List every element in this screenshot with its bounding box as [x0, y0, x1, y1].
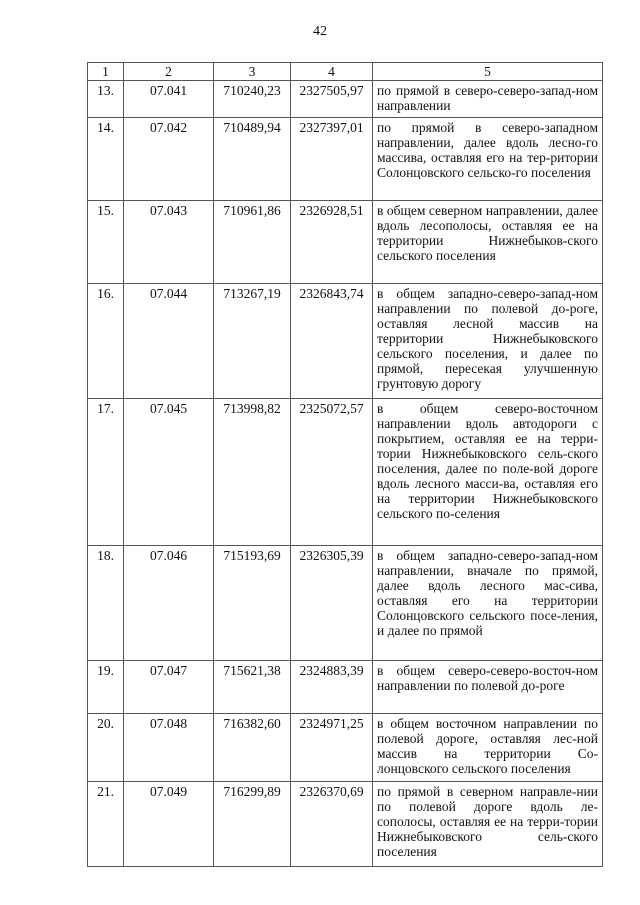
boundary-description: в общем западно-северо-запад-ном направлении, вначале по прямой, далее вдоль лесного мас-сива, оставляя его на территории Солонцовского сельского посе-ления, и далее по прямой: [373, 546, 603, 661]
coordinate-y: 2326928,51: [291, 201, 373, 284]
coordinate-x: 715193,69: [214, 546, 291, 661]
row-number: 17.: [88, 399, 124, 546]
point-code: 07.047: [124, 661, 214, 714]
coordinate-y: 2327397,01: [291, 118, 373, 201]
row-number: 21.: [88, 782, 124, 867]
table-row: [88, 399, 603, 546]
row-number: 19.: [88, 661, 124, 714]
coordinate-y: 2325072,57: [291, 399, 373, 546]
table-row: [88, 118, 603, 201]
boundary-description: в общем северо-восточном направлении вдоль автодороги с покрытием, оставляя ее на терри-тории Нижнебыковского сель-ского поселения, далее по поле-вой дороге вдоль лесного масси-ва, оставляя его на территории Нижнебыковского сельского по-селения: [373, 399, 603, 546]
boundary-table: [87, 62, 603, 867]
table-row: [88, 714, 603, 782]
table-row: [88, 661, 603, 714]
row-number: 14.: [88, 118, 124, 201]
row-number: 15.: [88, 201, 124, 284]
table-row: [88, 284, 603, 399]
row-number: 20.: [88, 714, 124, 782]
boundary-description: по прямой в северо-северо-запад-ном направлении: [373, 81, 603, 118]
column-header: 2: [124, 63, 214, 81]
column-header: 3: [214, 63, 291, 81]
coordinate-x: 716299,89: [214, 782, 291, 867]
coordinate-y: 2326370,69: [291, 782, 373, 867]
page-number: 42: [313, 24, 327, 39]
point-code: 07.043: [124, 201, 214, 284]
boundary-description: в общем северо-северо-восточ-ном направлении по полевой до-роге: [373, 661, 603, 714]
table-row: [88, 81, 603, 118]
coordinate-y: 2324971,25: [291, 714, 373, 782]
column-header: 1: [88, 63, 124, 81]
boundary-description: в общем северном направлении, далее вдоль лесополосы, оставляя ее на территории Нижнебыков-ского сельского поселения: [373, 201, 603, 284]
point-code: 07.049: [124, 782, 214, 867]
coordinate-y: 2326843,74: [291, 284, 373, 399]
point-code: 07.042: [124, 118, 214, 201]
coordinate-y: 2327505,97: [291, 81, 373, 118]
boundary-description: в общем восточном направлении по полевой дороге, оставляя лес-ной массив на территории Со-лонцовского сельского поселения: [373, 714, 603, 782]
row-number: 18.: [88, 546, 124, 661]
coordinate-x: 710961,86: [214, 201, 291, 284]
coordinate-x: 710240,23: [214, 81, 291, 118]
coordinate-y: 2326305,39: [291, 546, 373, 661]
point-code: 07.048: [124, 714, 214, 782]
column-header: 5: [373, 63, 603, 81]
table-row: [88, 546, 603, 661]
point-code: 07.046: [124, 546, 214, 661]
boundary-description: по прямой в северо-западном направлении, далее вдоль лесно-го массива, оставляя его на тер-ритории Солонцовского сельско-го поселения: [373, 118, 603, 201]
table-header-row: [88, 63, 603, 81]
table-row: [88, 201, 603, 284]
coordinate-x: 713998,82: [214, 399, 291, 546]
point-code: 07.044: [124, 284, 214, 399]
coordinate-x: 713267,19: [214, 284, 291, 399]
coordinate-x: 715621,38: [214, 661, 291, 714]
point-code: 07.045: [124, 399, 214, 546]
coordinate-y: 2324883,39: [291, 661, 373, 714]
coordinate-x: 716382,60: [214, 714, 291, 782]
row-number: 13.: [88, 81, 124, 118]
boundary-description: в общем западно-северо-запад-ном направлении по полевой до-роге, оставляя лесной массив на территории Нижнебыковского сельского поселения, и далее по прямой, пересекая улучшенную грунтовую дорогу: [373, 284, 603, 399]
column-header: 4: [291, 63, 373, 81]
row-number: 16.: [88, 284, 124, 399]
point-code: 07.041: [124, 81, 214, 118]
table-row: [88, 782, 603, 867]
coordinate-x: 710489,94: [214, 118, 291, 201]
boundary-description: по прямой в северном направле-нии по полевой дороге вдоль ле-сополосы, оставляя ее на терри-тории Нижнебыковского сель-ского поселения: [373, 782, 603, 867]
